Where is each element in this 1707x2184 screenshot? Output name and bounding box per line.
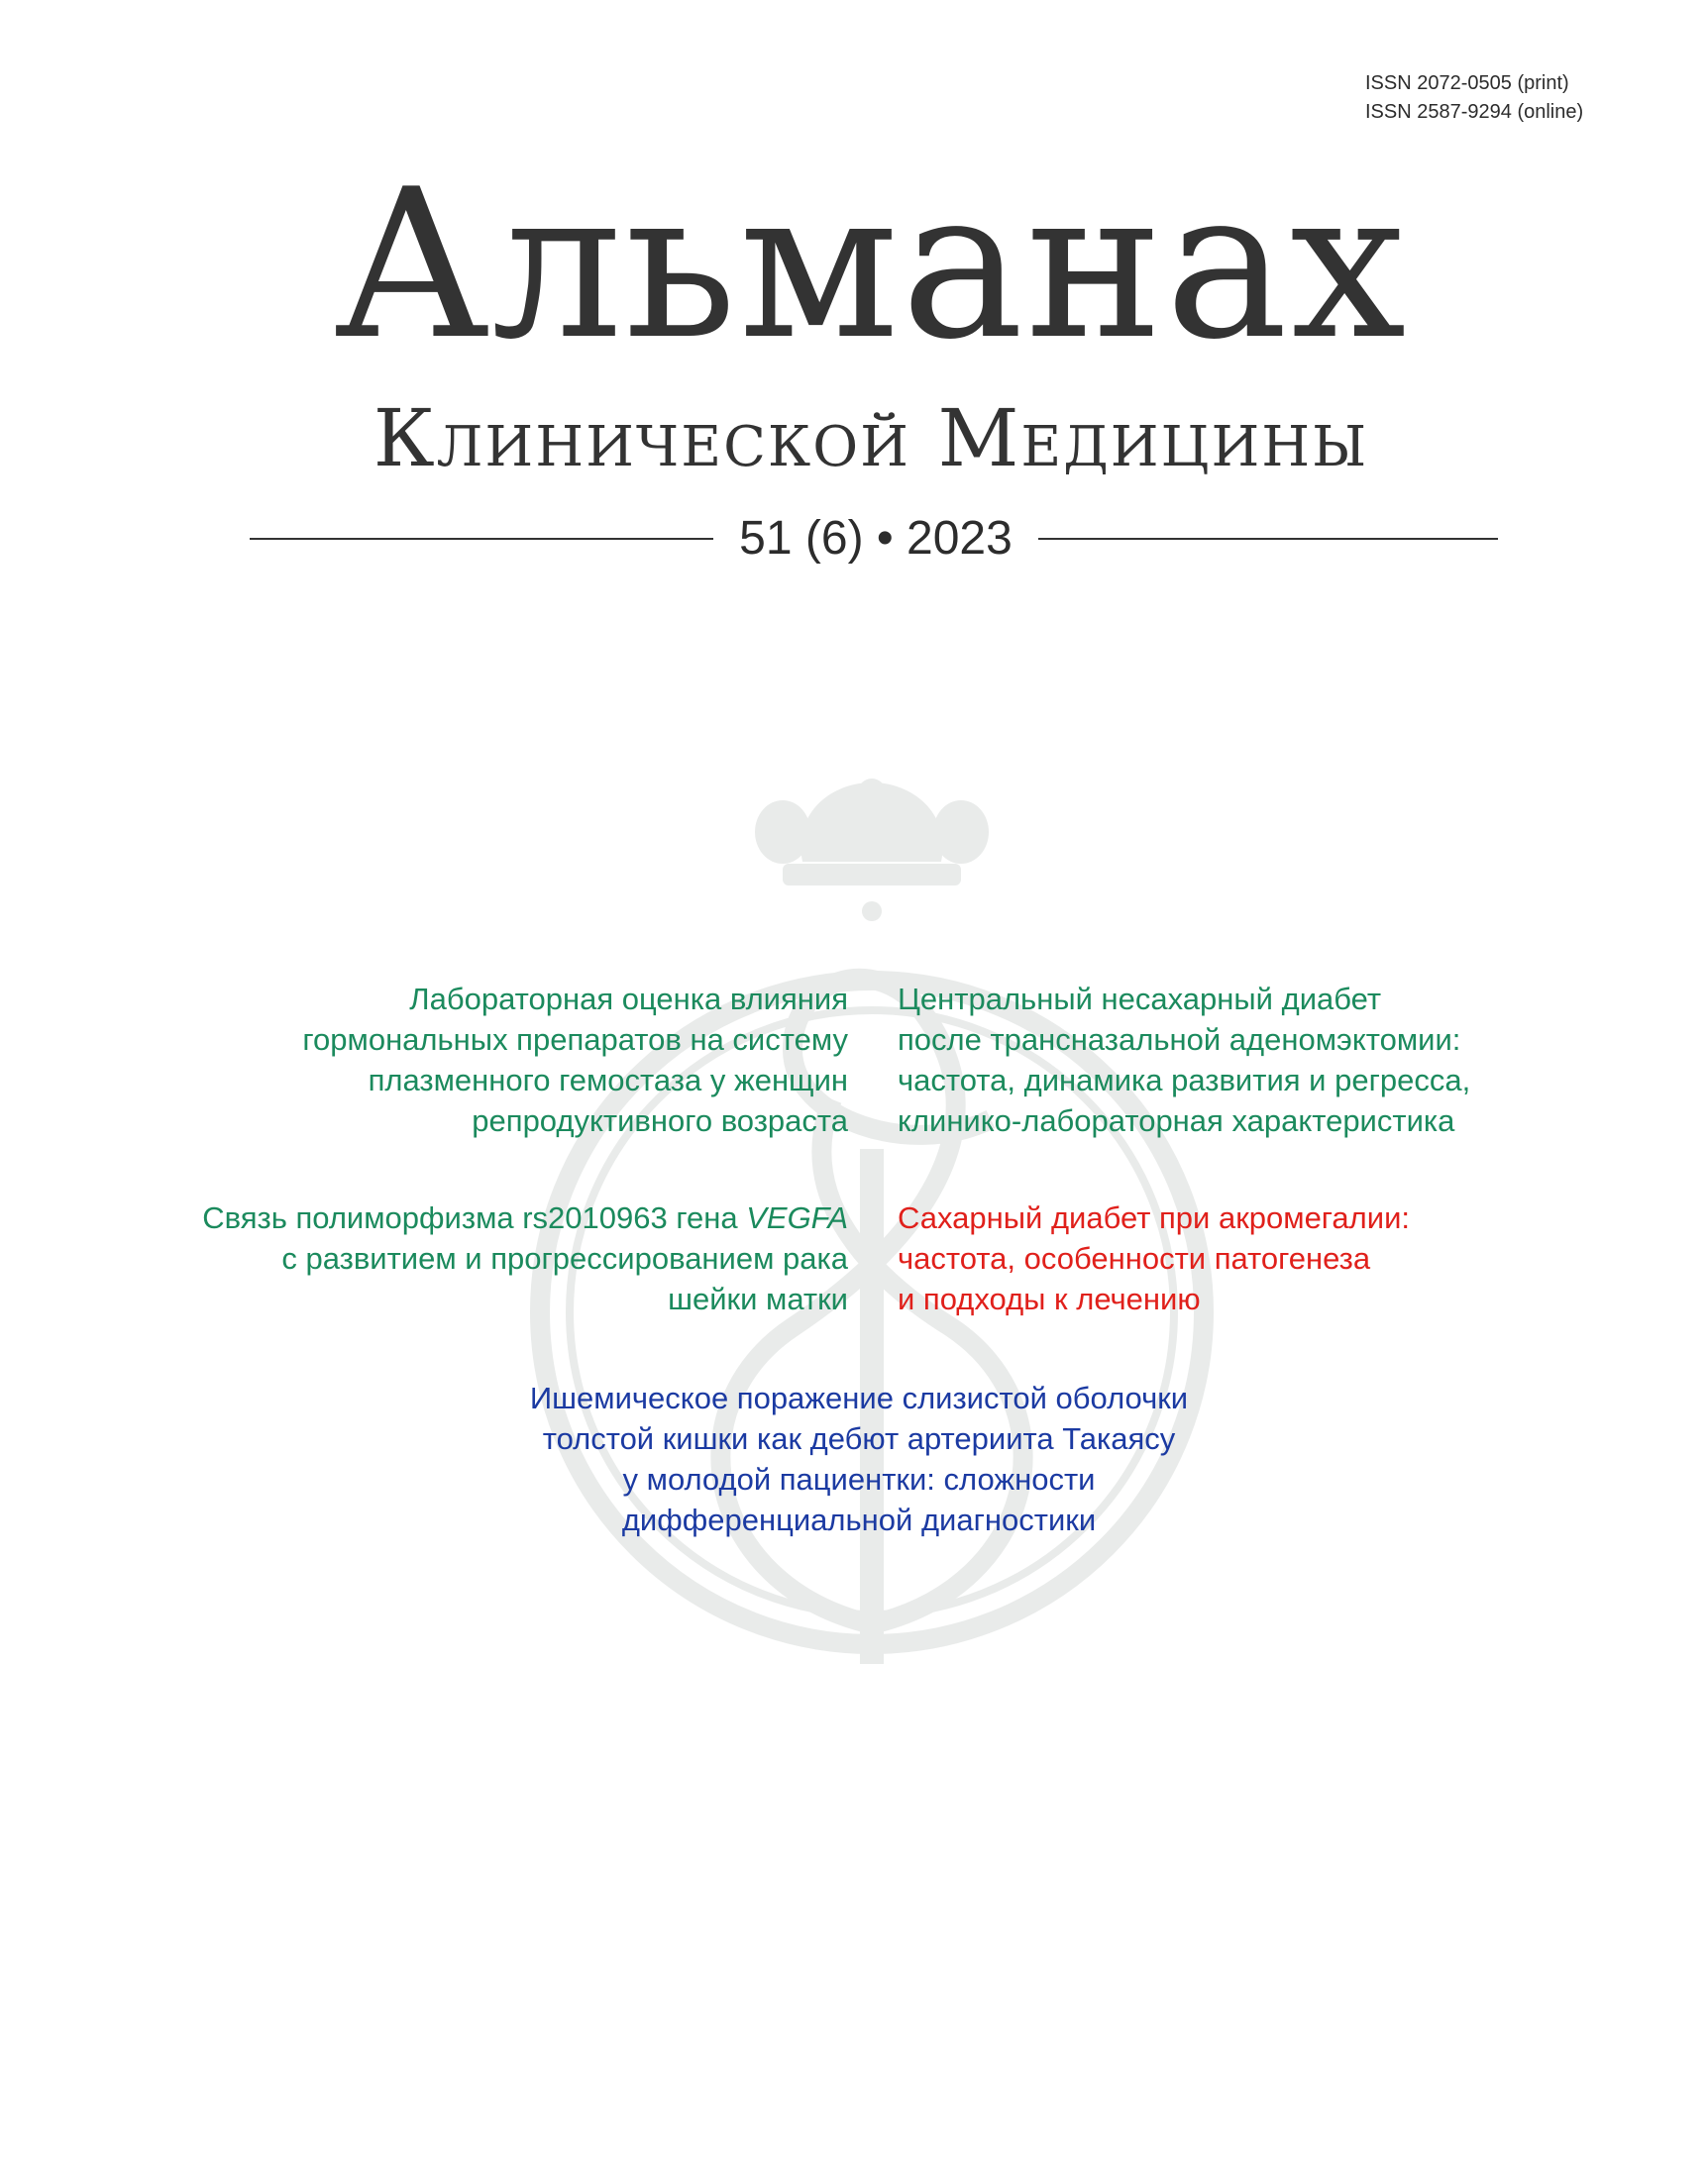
article-4-line: частота, особенности патогенеза	[898, 1241, 1371, 1276]
article-2-title[interactable]	[898, 979, 1512, 1141]
issn-print: ISSN 2072-0505 (print)	[1365, 72, 1569, 94]
article-1-title[interactable]	[224, 979, 848, 1141]
article-3-line: с развитием и прогрессированием рака	[281, 1241, 848, 1276]
issue-rule-left	[250, 538, 713, 540]
article-3-line-text: Связь полиморфизма rs2010963 гена	[202, 1200, 738, 1235]
article-5-line: толстой кишки как дебют артериита Такаясу	[542, 1421, 1176, 1456]
article-2-line: частота, динамика развития и регресса,	[898, 1063, 1471, 1097]
journal-title: Альманах	[333, 146, 1409, 385]
journal-subtitle: Клинической Медицины	[373, 392, 1369, 484]
article-3-line	[174, 1197, 848, 1238]
article-1-line: Лабораторная оценка влияния	[409, 982, 848, 1016]
article-2-line: клинико-лабораторная характеристика	[898, 1103, 1455, 1138]
issue-rule-right	[1038, 538, 1498, 540]
issn-online: ISSN 2587-9294 (online)	[1365, 101, 1584, 123]
article-1-line: гормональных препаратов на систему	[302, 1022, 848, 1057]
article-1-line: плазменного гемостаза у женщин	[368, 1063, 848, 1097]
article-1-line: репродуктивного возраста	[472, 1103, 848, 1138]
article-5-line: Ишемическое поражение слизистой оболочки	[529, 1381, 1189, 1415]
article-2-line: после трансназальной аденомэктомии:	[898, 1022, 1461, 1057]
article-4-line: и подходы к лечению	[898, 1282, 1201, 1316]
article-2-line: Центральный несахарный диабет	[898, 982, 1382, 1016]
article-5-title[interactable]	[438, 1378, 1280, 1540]
article-5-line: дифференциальной диагностики	[621, 1503, 1097, 1537]
article-3-line: шейки матки	[668, 1282, 848, 1316]
issn-block	[1365, 69, 1583, 127]
gene-name: VEGFA	[746, 1200, 848, 1235]
article-4-line: Сахарный диабет при акромегалии:	[898, 1200, 1411, 1235]
article-3-title[interactable]	[174, 1197, 848, 1319]
article-4-title[interactable]	[898, 1197, 1512, 1319]
issue-number: 51 (6) • 2023	[739, 512, 1013, 565]
article-5-line: у молодой пациентки: сложности	[622, 1462, 1096, 1497]
